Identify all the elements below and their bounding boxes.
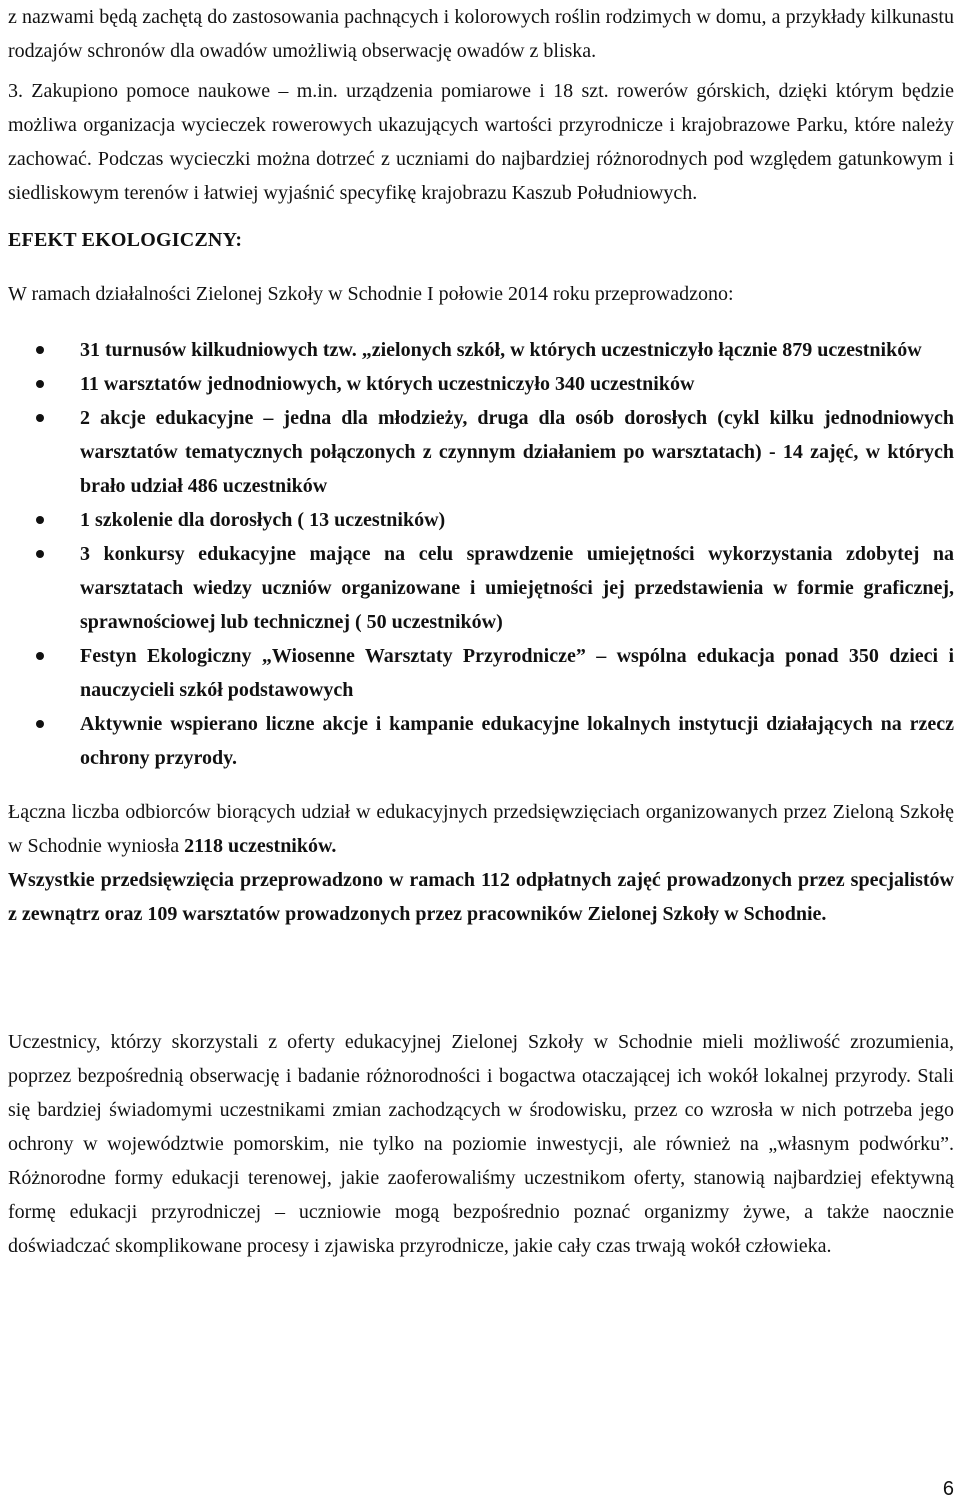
list-item [8, 367, 954, 401]
bullet-icon [36, 414, 44, 422]
total-participants-text: Łączna liczba odbiorców biorących udział w edukacyjnych przedsięwzięciach organizowanych przez Zieloną Szkołę w Schodnie wyniosła [8, 801, 954, 857]
document-page [8, 0, 954, 1263]
activities-list [8, 333, 954, 775]
intro-paragraph: z nazwami będą zachętą do zastosowania pachnących i kolorowych roślin rodzimych w domu, a przykłady kilkunastu rodzajów schronów dla owadów umożliwią obserwację owadów z bliska. [8, 6, 954, 62]
bullet-icon [36, 652, 44, 660]
list-item [8, 707, 954, 775]
section-heading: EFEKT EKOLOGICZNY: [8, 229, 243, 251]
list-item-text: 3 konkursy edukacyjne mające na celu sprawdzenie umiejętności wykorzystania zdobytej na warsztatach wiedzy uczniów organizowane i umiejętności jej przedstawienia w formie graficznej, sprawnościowej lub technicznej ( 50 uczestników) [80, 543, 954, 633]
list-item-text: Festyn Ekologiczny „Wiosenne Warsztaty Przyrodnicze” – wspólna edukacja ponad 350 dzieci i nauczycieli szkół podstawowych [80, 645, 954, 701]
summary-paragraph: Wszystkie przedsięwzięcia przeprowadzono w ramach 112 odpłatnych zajęć prowadzonych przez specjalistów z zewnątrz oraz 109 warsztatów prowadzonych przez pracowników Zielonej Szkoły w Schodnie. [8, 869, 954, 925]
list-item [8, 503, 954, 537]
list-item [8, 333, 954, 367]
list-item-text: 1 szkolenie dla dorosłych ( 13 uczestników) [80, 509, 446, 531]
list-item [8, 537, 954, 639]
list-item [8, 401, 954, 503]
numbered-paragraph: 3. Zakupiono pomoce naukowe – m.in. urządzenia pomiarowe i 18 szt. rowerów górskich, dzięki którym będzie możliwa organizacja wycieczek rowerowych ukazujących wartości przyrodnicze i krajobrazowe Parku, które należy zachować. Podczas wycieczki można dotrzeć z uczniami do najbardziej różnorodnych pod względem gatunkowym i siedliskowym terenów i łatwiej wyjaśnić specyfikę krajobrazu Kaszub Południowych. [8, 80, 954, 204]
list-item-text: 2 akcje edukacyjne – jedna dla młodzieży, druga dla osób dorosłych (cykl kilku jednodniowych warsztatów tematycznych połączonych z czynnym działaniem po warsztatach) - 14 zajęć, w których brało udział 486 uczestników [80, 407, 954, 497]
list-item [8, 639, 954, 707]
total-participants-value: 2118 uczestników. [184, 835, 337, 857]
bullet-icon [36, 720, 44, 728]
section-lead: W ramach działalności Zielonej Szkoły w Schodnie I połowie 2014 roku przeprowadzono: [8, 283, 734, 305]
list-item-text: 31 turnusów kilkudniowych tzw. „zielonych szkół, w których uczestniczyło łącznie 879 uczestników [80, 339, 922, 361]
list-item-text: Aktywnie wspierano liczne akcje i kampanie edukacyjne lokalnych instytucji działających na rzecz ochrony przyrody. [80, 713, 954, 769]
page-number: 6 [942, 1478, 954, 1500]
closing-paragraph: Uczestnicy, którzy skorzystali z oferty edukacyjnej Zielonej Szkoły w Schodnie mieli możliwość zrozumienia, poprzez bezpośrednią obserwację i badanie różnorodności i bogactwa otaczającej ich wokół lokalnej przyrody. Stali się bardziej świadomymi uczestnikami zmian zachodzących w środowisku, przez co wzrosła w nich potrzeba jego ochrony w województwie pomorskim, nie tylko na poziomie inwestycji, ale również na „własnym podwórku”. Różnorodne formy edukacji terenowej, jakie zaoferowaliśmy uczestnikom oferty, stanowią najbardziej efektywną formę edukacji przyrodniczej – uczniowie mogą bezpośrednio poznać organizmy żywe, a także naocznie doświadczać skomplikowane procesy i zjawiska przyrodnicze, jakie cały czas trwają wokół człowieka. [8, 1031, 954, 1257]
list-item-text: 11 warsztatów jednodniowych, w których uczestniczyło 340 uczestników [80, 373, 695, 395]
bullet-icon [36, 380, 44, 388]
bullet-icon [36, 550, 44, 558]
total-participants-paragraph [8, 795, 954, 863]
bullet-icon [36, 346, 44, 354]
bullet-icon [36, 516, 44, 524]
